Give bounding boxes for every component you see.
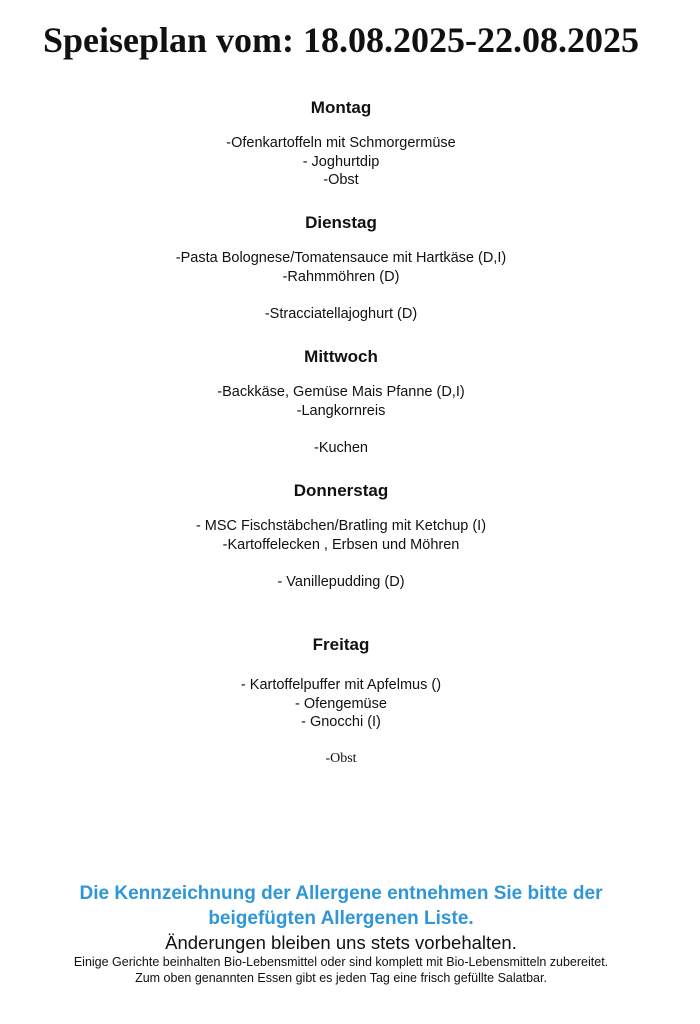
menu-item: -Langkornreis <box>296 402 386 419</box>
menu-item: - Ofengemüse <box>295 695 387 712</box>
dessert-item: -Stracciatellajoghurt (D) <box>264 305 418 322</box>
allergen-note-line-2: beigefügten Allergenen Liste. <box>208 908 474 929</box>
menu-list-wednesday <box>0 383 682 457</box>
menu-item: -Rahmmöhren (D) <box>282 268 400 285</box>
bio-note: Einige Gerichte beinhalten Bio-Lebensmittel oder sind komplett mit Bio-Lebensmitteln zubereitet. <box>73 955 609 969</box>
allergen-note <box>0 881 682 931</box>
day-heading-friday: Freitag <box>312 635 370 654</box>
menu-item: -Obst <box>323 172 359 188</box>
menu-item: -Backkäse, Gemüse Mais Pfanne (D,I) <box>217 384 465 400</box>
menu-list-friday <box>0 676 682 769</box>
day-monday <box>0 97 682 190</box>
menu-list-thursday <box>0 517 682 591</box>
allergen-note-line-1: Die Kennzeichnung der Allergene entnehmen Sie bitte der <box>79 883 603 904</box>
dessert-item: -Kuchen <box>313 439 368 456</box>
menu-item: -Pasta Bolognese/Tomatensauce mit Hartkäse (D,I) <box>175 250 507 266</box>
day-tuesday <box>0 212 682 323</box>
footer-notes <box>0 881 682 986</box>
day-heading-tuesday: Dienstag <box>305 213 377 232</box>
day-heading-monday: Montag <box>310 98 372 117</box>
salad-bar-note: Zum oben genannten Essen gibt es jeden Tag eine frisch gefüllte Salatbar. <box>135 971 547 985</box>
changes-note: Änderungen bleiben uns stets vorbehalten. <box>165 932 517 953</box>
day-heading-thursday: Donnerstag <box>293 481 389 500</box>
menu-item: -Ofenkartoffeln mit Schmorgermüse <box>226 135 456 151</box>
day-wednesday <box>0 346 682 457</box>
menu-item: - MSC Fischstäbchen/Bratling mit Ketchup (I) <box>195 518 487 534</box>
dessert-item: - Vanillepudding (D) <box>277 573 405 590</box>
menu-item: -Kartoffelecken , Erbsen und Möhren <box>222 536 460 553</box>
menu-list-tuesday <box>0 249 682 323</box>
menu-item: - Joghurtdip <box>302 153 380 170</box>
dessert-item: -Obst <box>325 751 357 766</box>
day-thursday <box>0 480 682 591</box>
page-title: Speiseplan vom: 18.08.2025-22.08.2025 <box>42 20 640 60</box>
day-friday <box>0 634 682 769</box>
day-heading-wednesday: Mittwoch <box>304 347 378 366</box>
menu-item: - Kartoffelpuffer mit Apfelmus () <box>240 677 442 693</box>
menu-item: - Gnocchi (I) <box>301 714 381 730</box>
menu-list-monday <box>0 134 682 190</box>
